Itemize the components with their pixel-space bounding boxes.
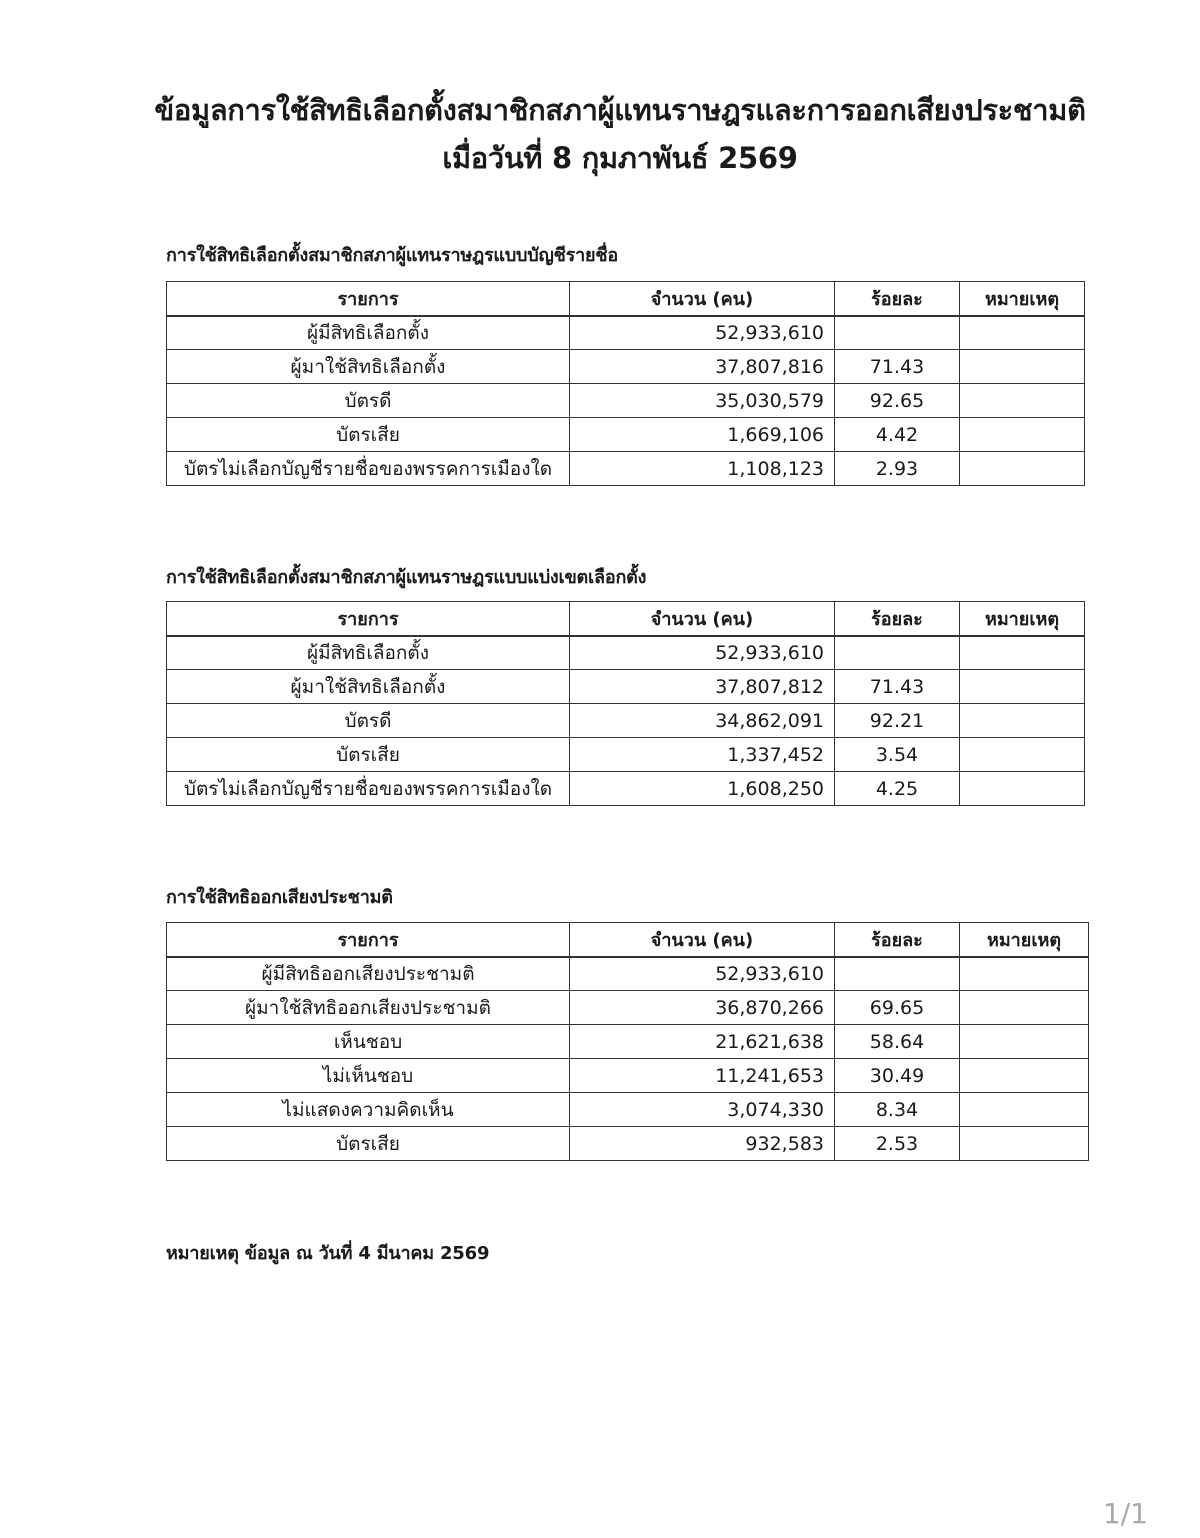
cell-percent: 92.65 <box>835 384 960 418</box>
cell-percent: 4.42 <box>835 418 960 452</box>
section-heading-constituency: การใช้สิทธิเลือกตั้งสมาชิกสภาผู้แทนราษฎรแบบแบ่งเขตเลือกตั้ง <box>166 567 647 588</box>
cell-percent <box>835 636 960 670</box>
cell-percent: 2.53 <box>835 1127 960 1161</box>
cell-count: 21,621,638 <box>570 1025 835 1059</box>
cell-note <box>960 316 1085 350</box>
header-percent: ร้อยละ <box>835 602 960 636</box>
cell-count: 1,608,250 <box>570 772 835 806</box>
cell-percent <box>835 316 960 350</box>
cell-item: ผู้มีสิทธิเลือกตั้ง <box>167 636 570 670</box>
table-row <box>167 991 1089 1025</box>
cell-item: ผู้มีสิทธิออกเสียงประชามติ <box>167 957 570 991</box>
cell-count: 52,933,610 <box>570 636 835 670</box>
cell-note <box>960 636 1085 670</box>
header-note: หมายเหตุ <box>960 282 1085 316</box>
table-row <box>167 1025 1089 1059</box>
title-line-2: เมื่อวันที่ 8 กุมภาพันธ์ 2569 <box>442 141 798 175</box>
table-row <box>167 636 1085 670</box>
cell-item: บัตรเสีย <box>167 418 570 452</box>
footnote: หมายเหตุ ข้อมูล ณ วันที่ 4 มีนาคม 2569 <box>166 1243 490 1264</box>
table-row <box>167 704 1085 738</box>
cell-item: บัตรดี <box>167 384 570 418</box>
cell-note <box>960 738 1085 772</box>
page-title <box>0 86 1200 182</box>
cell-count: 11,241,653 <box>570 1059 835 1093</box>
section-heading-referendum: การใช้สิทธิออกเสียงประชามติ <box>166 887 393 908</box>
cell-note <box>960 1025 1089 1059</box>
cell-note <box>960 1093 1089 1127</box>
table-row <box>167 772 1085 806</box>
cell-item: ผู้มาใช้สิทธิเลือกตั้ง <box>167 350 570 384</box>
cell-item: ไม่แสดงความคิดเห็น <box>167 1093 570 1127</box>
cell-item: เห็นชอบ <box>167 1025 570 1059</box>
cell-percent: 3.54 <box>835 738 960 772</box>
table-row <box>167 350 1085 384</box>
header-note: หมายเหตุ <box>960 923 1089 957</box>
page-number: 1/1 <box>1102 1497 1148 1530</box>
table-header-row <box>167 923 1089 957</box>
cell-note <box>960 1127 1089 1161</box>
cell-item: บัตรเสีย <box>167 1127 570 1161</box>
cell-percent: 2.93 <box>835 452 960 486</box>
cell-percent: 71.43 <box>835 670 960 704</box>
cell-note <box>960 704 1085 738</box>
cell-percent: 58.64 <box>835 1025 960 1059</box>
table-row <box>167 1093 1089 1127</box>
header-percent: ร้อยละ <box>835 282 960 316</box>
title-line-1: ข้อมูลการใช้สิทธิเลือกตั้งสมาชิกสภาผู้แทนราษฎรและการออกเสียงประชามติ <box>154 93 1086 127</box>
table-referendum <box>166 922 1089 1161</box>
cell-percent: 92.21 <box>835 704 960 738</box>
cell-item: ไม่เห็นชอบ <box>167 1059 570 1093</box>
header-count: จำนวน (คน) <box>570 602 835 636</box>
header-count: จำนวน (คน) <box>570 282 835 316</box>
table-row <box>167 670 1085 704</box>
cell-count: 932,583 <box>570 1127 835 1161</box>
cell-percent: 71.43 <box>835 350 960 384</box>
cell-item: บัตรเสีย <box>167 738 570 772</box>
table-party-list <box>166 281 1085 486</box>
cell-note <box>960 957 1089 991</box>
cell-count: 1,337,452 <box>570 738 835 772</box>
table-row <box>167 452 1085 486</box>
cell-note <box>960 1059 1089 1093</box>
cell-item: บัตรไม่เลือกบัญชีรายชื่อของพรรคการเมืองใด <box>167 452 570 486</box>
cell-count: 34,862,091 <box>570 704 835 738</box>
cell-count: 52,933,610 <box>570 957 835 991</box>
table-row <box>167 738 1085 772</box>
cell-note <box>960 418 1085 452</box>
table-row <box>167 957 1089 991</box>
cell-item: บัตรดี <box>167 704 570 738</box>
cell-note <box>960 772 1085 806</box>
cell-percent: 8.34 <box>835 1093 960 1127</box>
table-row <box>167 1127 1089 1161</box>
cell-note <box>960 384 1085 418</box>
table-row <box>167 384 1085 418</box>
cell-count: 36,870,266 <box>570 991 835 1025</box>
section-heading-party-list: การใช้สิทธิเลือกตั้งสมาชิกสภาผู้แทนราษฎรแบบบัญชีรายชื่อ <box>166 245 619 266</box>
table-row <box>167 418 1085 452</box>
cell-count: 35,030,579 <box>570 384 835 418</box>
cell-count: 37,807,816 <box>570 350 835 384</box>
header-item: รายการ <box>167 923 570 957</box>
cell-note <box>960 670 1085 704</box>
header-item: รายการ <box>167 602 570 636</box>
table-header-row <box>167 602 1085 636</box>
cell-note <box>960 452 1085 486</box>
cell-note <box>960 991 1089 1025</box>
header-percent: ร้อยละ <box>835 923 960 957</box>
cell-count: 37,807,812 <box>570 670 835 704</box>
cell-count: 1,108,123 <box>570 452 835 486</box>
table-row <box>167 316 1085 350</box>
cell-count: 1,669,106 <box>570 418 835 452</box>
cell-percent: 4.25 <box>835 772 960 806</box>
cell-percent <box>835 957 960 991</box>
table-header-row <box>167 282 1085 316</box>
table-constituency <box>166 601 1085 806</box>
cell-count: 3,074,330 <box>570 1093 835 1127</box>
table-row <box>167 1059 1089 1093</box>
cell-item: บัตรไม่เลือกบัญชีรายชื่อของพรรคการเมืองใด <box>167 772 570 806</box>
header-item: รายการ <box>167 282 570 316</box>
cell-note <box>960 350 1085 384</box>
cell-percent: 69.65 <box>835 991 960 1025</box>
cell-item: ผู้มีสิทธิเลือกตั้ง <box>167 316 570 350</box>
cell-item: ผู้มาใช้สิทธิออกเสียงประชามติ <box>167 991 570 1025</box>
cell-item: ผู้มาใช้สิทธิเลือกตั้ง <box>167 670 570 704</box>
cell-count: 52,933,610 <box>570 316 835 350</box>
cell-percent: 30.49 <box>835 1059 960 1093</box>
header-note: หมายเหตุ <box>960 602 1085 636</box>
header-count: จำนวน (คน) <box>570 923 835 957</box>
